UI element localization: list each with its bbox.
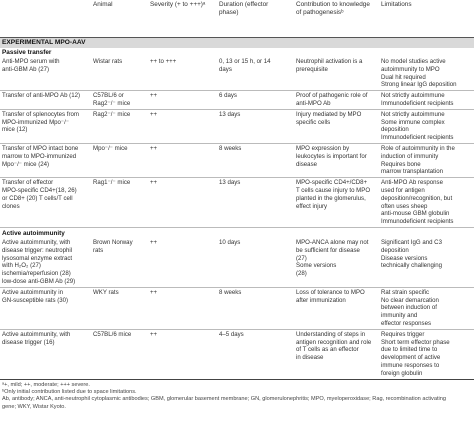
passive_rows-row-2-model: MPO-immunized Mpo⁻/⁻ [2,118,70,126]
passive_rows-row-2-model: Transfer of splenocytes from [2,110,79,118]
passive_rows-row-3-limitations: marrow transplantation [381,168,443,176]
passive_rows-row-0-duration: days [219,65,232,73]
passive_rows-row-3-contribution: leukocytes is important for [296,152,367,160]
passive_rows-row-0-model: Anti-MPO serum with [2,58,60,65]
passive_rows-row-0-contribution: Neutrophil activation is a [296,58,363,65]
passive_rows-row-4-duration: 13 days [219,179,241,187]
passive_rows-row-1-limitations: Not strictly autoimmune [381,92,445,100]
active_rows-row-2-limitations: Short term effector phase [381,338,450,346]
active_rows-row-1-limitations: No clear demarcation [381,296,439,304]
active_rows-row-0-model: ischemia/reperfusion (28) [2,270,71,278]
active_rows-row-1-model: GN-susceptible rats (30) [2,296,69,304]
passive_rows-row-3-limitations: Requires bone [381,160,421,168]
passive_rows-row-2-animal: Rag2⁻/⁻ mice [93,110,131,118]
table-bottom-rule [0,379,474,380]
row-separator [0,287,474,288]
header-contribution: Contribution to knowledge of pathogenesisᵇ [296,1,370,16]
passive_rows-row-3-contribution: MPO expression by [296,145,350,152]
passive_rows-row-0-animal: Wistar rats [93,58,123,65]
footnote-2: Ab, antibody; ANCA, anti-neutrophil cytoplasmic antibodies; GBM, glomerular basement membrane; GN, glomerulonephritis; MPO, myeloperoxidase; Rag, recombination activating [2,396,446,403]
passive_rows-row-3-model: marrow to MPO-immunized [2,152,77,160]
passive_rows-row-0-severity: ++ to +++ [150,58,177,65]
row-separator [0,227,474,228]
active_rows-row-0-model: lysosomal enzyme extract [2,254,73,262]
row-separator [0,90,474,91]
row-separator [0,143,474,144]
footnote-3: gene; WKY, Wistar Kyoto. [2,403,66,410]
active_rows-row-2-duration: 4–5 days [219,330,244,338]
footnote-0: ᵃ+, mild; ++, moderate; +++ severe. [2,381,90,388]
passive_rows-row-4-model: Transfer of effector [2,179,54,187]
active_rows-row-0-model: Active autoimmunity, with [2,239,71,246]
passive_rows-row-1-model: Transfer of anti-MPO Ab (12) [2,92,81,100]
passive_rows-row-2-contribution: specific cells [296,118,331,126]
active_rows-row-2-animal: C57BL/6 mice [93,330,132,338]
passive_rows-row-4-contribution: planted in the glomerulus, [296,194,366,202]
passive_rows-row-4-limitations: Anti-MPO Ab response [381,179,443,187]
active_rows-row-1-model: Active autoimmunity in [2,288,63,296]
active_rows-row-1-limitations: immunity and [381,312,418,320]
passive_rows-row-1-animal: C57BL/6 or [93,92,124,100]
passive_rows-row-1-contribution: Proof of pathogenic role of [296,92,368,100]
active_rows-row-0-limitations: Significant IgG and C3 [381,239,442,246]
active_rows-row-2-limitations: due to limited time to [381,346,438,354]
active_rows-row-0-contribution: be sufficient for disease [296,246,360,254]
passive_rows-row-1-animal: Rag2⁻/⁻ mice [93,100,131,107]
active_rows-row-0-contribution: (28) [296,270,307,278]
passive_rows-row-3-limitations: induction of immunity [381,152,439,160]
active_rows-row-1-animal: WKY rats [93,288,119,296]
passive_rows-row-0-limitations: No model studies active [381,58,446,65]
passive_rows-row-1-contribution: anti-MPO Ab [296,100,331,107]
passive_rows-row-3-duration: 8 weeks [219,145,242,152]
passive_rows-row-4-limitations: used for antigen [381,187,425,194]
passive_rows-row-0-limitations: Strong linear IgG deposition [381,81,457,89]
passive_rows-row-4-model: or CD8+ (20) T cells/T cell [2,194,73,202]
active_rows-row-0-limitations: deposition [381,246,409,254]
active_rows-row-1-duration: 8 weeks [219,288,242,296]
passive_rows-row-3-severity: ++ [150,145,158,152]
active_rows-row-0-model: disease trigger: neutrophil [2,246,73,254]
passive_rows-row-3-limitations: Role of autoimmunity in the [381,145,455,152]
active_rows-row-0-limitations: technically challenging [381,262,442,270]
passive_rows-row-4-model: clones [2,202,20,210]
passive_rows-row-2-severity: ++ [150,110,158,118]
active_rows-row-0-animal: rats [93,246,104,254]
active_rows-row-1-severity: ++ [150,288,158,296]
passive_rows-row-0-limitations: Dual hit required [381,73,426,81]
active_rows-row-2-limitations: foreign globulin [381,369,423,377]
passive_rows-row-4-contribution: T cells cause injury to MPO [296,187,371,194]
passive_rows-row-2-contribution: Injury mediated by MPO [296,110,362,118]
passive_rows-row-3-animal: Mpo⁻/⁻ mice [93,145,128,152]
passive_rows-row-0-duration: 0, 13 or 15 h, or 14 [219,58,271,65]
passive_rows-row-0-contribution: prerequisite [296,65,328,73]
section-band [0,38,474,48]
active_rows-row-0-animal: Brown Norway [93,239,133,246]
passive_rows-row-2-limitations: deposition [381,126,409,134]
active_rows-row-0-severity: ++ [150,239,158,246]
active_rows-row-0-contribution: Some versions [296,262,337,270]
passive_rows-row-3-model: Mpo⁻/⁻ mice (24) [2,160,50,168]
passive_rows-row-4-severity: ++ [150,179,158,187]
passive_rows-row-4-model: MPO-specific CD4+(18, 26) [2,187,77,194]
active_rows-row-2-limitations: development of active [381,354,441,362]
active_rows-row-2-model: Active autoimmunity, with [2,330,71,338]
header-severity: Severity (+ to +++)ᵃ [150,1,206,8]
active_rows-row-2-limitations: immune responses to [381,362,440,369]
passive_rows-row-1-duration: 6 days [219,92,237,100]
passive_rows-row-1-severity: ++ [150,92,158,100]
passive_rows-row-4-contribution: effect injury [296,202,328,210]
passive_rows-row-3-model: Transfer of MPO intact bone [2,145,79,152]
passive_rows-row-2-model: mice (12) [2,126,28,134]
passive_rows-row-4-limitations: anti-mouse GBM globulin [381,210,450,218]
passive_rows-row-4-animal: Rag1⁻/⁻ mice [93,179,131,187]
passive_rows-row-4-limitations: often uses sheep [381,202,428,210]
active_rows-row-0-contribution: (27) [296,254,307,262]
active_rows-row-1-contribution: after immunization [296,296,346,304]
active_rows-row-1-limitations: effector responses [381,320,432,327]
passive_rows-row-2-limitations: Some immune complex [381,118,445,126]
header-duration: Duration (effector phase) [219,1,269,16]
active_rows-row-1-limitations: Rat strain specific [381,288,430,296]
passive_rows-row-2-limitations: Immunodeficient recipients [381,134,454,142]
active_rows-row-2-contribution: in disease [296,354,324,362]
active_rows-row-0-limitations: Disease versions [381,254,428,262]
passive_rows-row-4-contribution: MPO-specific CD4+/CD8+ [296,179,368,187]
row-separator [0,177,474,178]
active_rows-row-0-contribution: MPO-ANCA alone may not [296,239,369,246]
active_rows-row-1-limitations: between induction of [381,304,437,312]
passive_rows-row-1-limitations: Immunodeficient recipients [381,100,454,107]
header-limitations: Limitations [381,1,412,8]
active_rows-row-0-model: low-dose anti-GBM Ab (29) [2,278,76,285]
passive_rows-row-2-duration: 13 days [219,110,241,118]
passive_rows-row-3-contribution: disease [296,160,318,168]
active_rows-row-0-duration: 10 days [219,239,241,246]
passive_rows-row-0-model: anti-GBM Ab (27) [2,65,50,73]
passive_rows-row-2-limitations: Not strictly autoimmune [381,110,445,118]
row-separator [0,329,474,330]
active_rows-row-2-model: disease trigger (16) [2,338,55,346]
section-passive-title: Passive transfer [2,49,52,56]
passive_rows-row-4-limitations: deposition/recognition, but [381,194,453,202]
band-title: EXPERIMENTAL MPO-AAV [2,39,86,46]
table-header [0,0,474,36]
section-active-title: Active autoimmunity [2,230,65,237]
active_rows-row-2-limitations: Requires trigger [381,330,425,338]
active_rows-row-2-severity: ++ [150,330,158,338]
active_rows-row-2-contribution: antigen recognition and role [296,338,372,346]
footnote-1: ᵇOnly initial contribution listed due to space limitations. [2,389,137,395]
active_rows-row-2-contribution: of T cells as an effector [296,346,359,354]
passive_rows-row-4-limitations: Immunodeficient recipients [381,218,454,226]
active_rows-row-2-contribution: Understanding of steps in [296,330,366,338]
passive_rows-row-0-limitations: autoimmunity to MPO [381,65,440,73]
row-separator [0,109,474,110]
header-animal: Animal [93,1,113,8]
active_rows-row-1-contribution: Loss of tolerance to MPO [296,288,365,296]
active_rows-row-0-model: with H₂O₂ (27) [2,262,41,270]
